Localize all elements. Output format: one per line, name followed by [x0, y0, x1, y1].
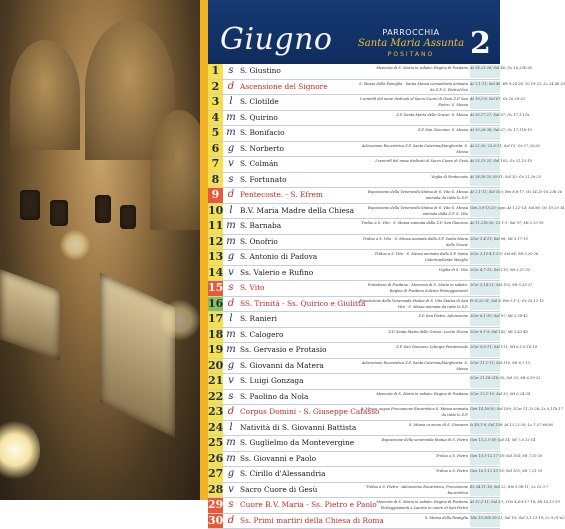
day-row	[208, 142, 500, 158]
day-of-week: s	[226, 64, 236, 79]
parish-note: Triduo a S. Pietro - Adorazione Eucaristica, Processione Eucaristica	[356, 484, 468, 497]
day-number: 3	[208, 95, 223, 110]
day-number: 16	[208, 297, 223, 312]
day-of-week: m	[226, 219, 236, 234]
day-number: 4	[208, 111, 223, 126]
saint-name: S. Quirino	[240, 111, 355, 126]
liturgy-readings: Gen 16,1-12.15-16; Sal 105; Mt 7,21-29	[470, 468, 500, 481]
day-number: 26	[208, 452, 223, 467]
parish-note: I venerdì del mese dedicati al Sacro Cuore di Gesù	[356, 158, 468, 171]
liturgy-readings: 1Re 19,16b.19-21; Sal 15; Gal 5,1.13-18; Lc 9,51-62	[470, 515, 500, 528]
saint-name: Pentecoste. - S. Efrem	[240, 188, 355, 203]
month-header	[208, 0, 500, 64]
day-row	[208, 343, 500, 359]
day-row	[208, 266, 500, 282]
saint-name: S. Vito	[240, 281, 355, 296]
binding-spine	[200, 0, 208, 500]
day-row	[208, 219, 500, 235]
day-number: 5	[208, 126, 223, 141]
day-row	[208, 95, 500, 111]
day-of-week: m	[226, 436, 236, 451]
saint-name: S. Onofrio	[240, 235, 355, 250]
day-of-week: s	[226, 498, 236, 513]
year-fragment: 2	[470, 26, 491, 61]
liturgy-readings: At 25,13-21; Sal 102; Gv 21,15-19	[470, 158, 500, 171]
liturgy-readings: 2Cor 9,6-11; Sal 111; Mt 6,1-6.16-18	[470, 344, 500, 357]
town-name: POSITANO	[356, 51, 466, 58]
day-of-week: m	[226, 343, 236, 358]
crypt-photo-image	[0, 0, 200, 500]
day-row	[208, 514, 500, 529]
parish-note: Memoria di S. Maria in sabato: Regina di Positano	[356, 65, 468, 78]
day-row	[208, 188, 500, 204]
day-of-week: g	[226, 142, 236, 157]
day-row	[208, 250, 500, 266]
liturgy-readings: 2Cor 12,1-10; Sal 33; Mt 6,24-34	[470, 391, 500, 404]
parish-note: Vigilia di S. Vito	[356, 267, 468, 280]
day-row	[208, 312, 500, 328]
saint-name: S. Guglielmo da Montevergine	[240, 436, 355, 451]
day-of-week: v	[226, 266, 236, 281]
day-row	[208, 157, 500, 173]
day-number: 27	[208, 467, 223, 482]
parish-note: Z.P. Santa Maria delle Grazie: Lectio Divina	[356, 329, 468, 342]
parish-note: S. Messa della Famiglia - Santa Messa comunitaria animata da Z.P. S. Pietro/Vico	[356, 81, 468, 94]
day-of-week: l	[226, 421, 236, 436]
saint-name: Natività di S. Giovanni Battista	[240, 421, 355, 436]
day-number: 23	[208, 405, 223, 420]
day-number: 8	[208, 173, 223, 188]
parish-note: S. Messa della Famiglia	[356, 515, 468, 528]
parish-note: S. Messa, segue Processione Eucaristica S. Messa animata da tutte le Z.P.	[356, 406, 468, 419]
saint-name: S. Fortunato	[240, 173, 355, 188]
day-number: 11	[208, 219, 223, 234]
saint-name: Ss. Valerio e Rufino	[240, 266, 355, 281]
day-number: 6	[208, 142, 223, 157]
day-number: 17	[208, 312, 223, 327]
parish-label: PARROCCHIA	[356, 28, 466, 37]
parish-note: Adorazione Eucaristica Z.P. Santa Caterina/Margherita: S. Messa	[356, 360, 468, 373]
parish-note: Triduo a S. Vito - S. Messa animata dalla Z.P. Santa Caterina/Santa Marghe	[356, 251, 468, 264]
liturgy-readings: 2Cor 3,15-4,1.3-6; Sal 84; Mt 5,20-26	[470, 251, 500, 264]
parish-note	[356, 375, 468, 388]
day-row	[208, 421, 500, 437]
liturgy-readings: Gen 13,2.5-18; Sal 14; Mt 7,6.12-14	[470, 437, 500, 450]
saint-name: Cuore B.V. Maria - Ss. Pietro e Paolo	[240, 498, 355, 513]
day-row	[208, 64, 500, 80]
liturgy-readings: 2Cor 8,1-9; Sal 145; Mt 5,43-48	[470, 329, 500, 342]
liturgy-readings: At 12,1-11; Sal 33; 2Tm 4,6-8.17-18; Mt 16,13-19	[470, 499, 500, 512]
liturgy-readings: At 11,21b-26; 13,1-3; Sal 97; Mt 5,13-16	[470, 220, 500, 233]
day-number: 1	[208, 64, 223, 79]
day-of-week: s	[226, 173, 236, 188]
parish-note: Z.P. Santa Maria delle Grazie: S. Messa	[356, 112, 468, 125]
parish-note: Veglia di Pentecoste	[356, 174, 468, 187]
day-of-week: g	[226, 359, 236, 374]
day-row	[208, 467, 500, 483]
day-of-week: d	[226, 297, 236, 312]
day-number: 9	[208, 188, 223, 203]
day-of-week: l	[226, 312, 236, 327]
day-number: 13	[208, 250, 223, 265]
parish-note: Triduo a S. Pietro	[356, 468, 468, 481]
day-row	[208, 173, 500, 189]
liturgy-readings: At 22,30; 23,6-11; Sal 15; Gv 17,20-26	[470, 143, 500, 156]
day-number: 22	[208, 390, 223, 405]
saint-name: Corpus Domini - S. Giuseppe Cafasso	[240, 405, 355, 420]
day-of-week: m	[226, 111, 236, 126]
saint-name: S. Giustino	[240, 64, 355, 79]
saint-name: S. Bonifacio	[240, 126, 355, 141]
parish-note: Esposizione della Veneranda Statua di S. Vito Statua di San Vito - S. Messa animata da tutte le Z.P.	[356, 298, 468, 311]
day-of-week: m	[226, 235, 236, 250]
day-number: 21	[208, 374, 223, 389]
day-row	[208, 328, 500, 344]
days-list	[208, 64, 500, 529]
church-name: Santa Maria Assunta	[356, 38, 466, 49]
day-number: 12	[208, 235, 223, 250]
parish-note: Esposizione della veneranda Statua di S. Pietro	[356, 437, 468, 450]
saint-name: Ss. Gervasio e Protasio	[240, 343, 355, 358]
parish-note: Triduo a S. Pietro	[356, 453, 468, 466]
day-number: 2	[208, 80, 223, 95]
liturgy-readings: Ez 34,11-16; Sal 22; Rm 5,5b-11; Lc 15,3-7	[470, 484, 500, 497]
day-row	[208, 297, 500, 313]
month-title: Giugno	[220, 22, 332, 57]
saint-name: SS. Trinità - Ss. Quirico e Giulitta	[240, 297, 355, 312]
liturgy-readings: At 20,17-27; Sal 67; Gv 17,1-11a	[470, 112, 500, 125]
parish-note: Adorazione Eucaristica Z.P. Santa Caterina/Margherita: S. Messa	[356, 143, 468, 156]
parish-note: Protettore di Positano - Memoria di S. Maria in sabato: Regina di Positano Solenni Festeggiamenti	[356, 282, 468, 295]
liturgy-readings: 2Cor 11,1-11; Sal 110; Mt 6,7-15	[470, 360, 500, 373]
saint-name: S. Cirillo d'Alessandria	[240, 467, 355, 482]
day-row	[208, 126, 500, 142]
day-number: 19	[208, 343, 223, 358]
parish-note: Esposizione della Veneranda Statua di S. Vito S. Messa animata dalla Z.P. S. Vito	[356, 205, 468, 218]
saint-name: S. Ranieri	[240, 312, 355, 327]
crypt-photo	[0, 0, 200, 500]
day-row	[208, 80, 500, 96]
day-of-week: m	[226, 328, 236, 343]
saint-name: S. Clotilde	[240, 95, 355, 110]
parish-note: S. Messa in onore di S. Giovanni	[356, 422, 468, 435]
day-row	[208, 281, 500, 297]
day-of-week: s	[226, 390, 236, 405]
day-of-week: m	[226, 126, 236, 141]
day-of-week: m	[226, 452, 236, 467]
liturgy-readings: At 20,28-38; Sal 67; Gv 17,11b-19	[470, 127, 500, 140]
liturgy-readings: 2Cor 4,7-15; Sal 115; Mt 5,27-32	[470, 267, 500, 280]
day-number: 30	[208, 514, 223, 529]
day-number: 7	[208, 157, 223, 172]
day-of-week: v	[226, 157, 236, 172]
day-row	[208, 390, 500, 406]
day-row	[208, 235, 500, 251]
saint-name: S. Paolino da Nola	[240, 390, 355, 405]
saint-name: Ss. Giovanni e Paolo	[240, 452, 355, 467]
day-of-week: l	[226, 95, 236, 110]
day-of-week: s	[226, 281, 236, 296]
day-row	[208, 452, 500, 468]
day-row	[208, 204, 500, 220]
day-number: 28	[208, 483, 223, 498]
saint-name: S. Colmán	[240, 157, 355, 172]
day-row	[208, 483, 500, 499]
day-row	[208, 374, 500, 390]
liturgy-readings: At 1,1-11; Sal 46; Eb 9,24-28; 10,19-23; Lc 24,46-53	[470, 81, 500, 94]
day-of-week: g	[226, 250, 236, 265]
parish-note: Z.P. San Giacomo: Liturgia Penitenziale	[356, 344, 468, 357]
liturgy-readings: At 19,1-8; Sal 67; Gv 16,29-33	[470, 96, 500, 109]
day-row	[208, 498, 500, 514]
saint-name: S. Barnaba	[240, 219, 355, 234]
liturgy-readings: 2Cor 11,18.21b-30; Sal 33; Mt 6,19-23	[470, 375, 500, 388]
day-of-week: l	[226, 204, 236, 219]
day-of-week: d	[226, 405, 236, 420]
day-number: 24	[208, 421, 223, 436]
saint-name: S. Luigi Gonzaga	[240, 374, 355, 389]
day-number: 29	[208, 498, 223, 513]
day-of-week: v	[226, 483, 236, 498]
saint-name: B.V. Maria Madre della Chiesa	[240, 204, 355, 219]
day-of-week: d	[226, 514, 236, 529]
saint-name: S. Calogero	[240, 328, 355, 343]
liturgy-readings: Pr 8,22-31; Sal 8; Rm 5,1-5; Gv 16,12-15	[470, 298, 500, 311]
calendar-panel	[208, 0, 500, 500]
day-number: 20	[208, 359, 223, 374]
liturgy-readings: Is 49,1-6; Sal 138; At 13,22-26; Lc 1,57-66.80	[470, 422, 500, 435]
parish-note: Triduo a S. Vito - S. Messa animata dalla Z.P. Santa Maria delle Grazie	[356, 236, 468, 249]
day-row	[208, 436, 500, 452]
day-of-week: g	[226, 467, 236, 482]
liturgy-readings: At 28,16-20.30-31; Sal 10; Gv 21,20-25	[470, 174, 500, 187]
day-number: 18	[208, 328, 223, 343]
parish-note: I venerdì del mese dedicati al Sacro Cuore di Gesù Z.P. San Pietro: S. Messa	[356, 96, 468, 109]
saint-name: S. Norberto	[240, 142, 355, 157]
day-number: 25	[208, 436, 223, 451]
liturgy-readings: Gen 3,9-15.20; opp. At 1,12-14; Sal 86; Gv 19,25-34	[470, 205, 500, 218]
day-number: 15	[208, 281, 223, 296]
liturgy-readings: At 2,1-11; Sal 103; Rm 8,8-17; Gv 14,15-16.23b-26	[470, 189, 500, 202]
liturgy-readings: 2Cor 3,4-11; Sal 98; Mt 5,17-19	[470, 236, 500, 249]
saint-name: Sacro Cuore di Gesù	[240, 483, 355, 498]
liturgy-readings: At 18,23-28; Sal 46; Gv 16,23b-28	[470, 65, 500, 78]
liturgy-readings: 2Cor 5,14-21; Sal 102; Mt 5,33-37	[470, 282, 500, 295]
parish-note: Z.P. San Pietro: Adorazione	[356, 313, 468, 326]
saint-name: Ascensione del Signore	[240, 80, 355, 95]
parish-note: Memoria di S. Maria in sabato: Regina di Positano Festeggiamenti a Laurito in onore di San Pietro	[356, 499, 468, 512]
liturgy-readings: Gen 14,18-20; Sal 109; 1Cor 11,23-26; Lc 9,11b-17	[470, 406, 500, 419]
day-of-week: d	[226, 80, 236, 95]
day-number: 10	[208, 204, 223, 219]
saint-name: Ss. Primi martiri della Chiesa di Roma	[240, 514, 355, 529]
day-of-week: d	[226, 188, 236, 203]
liturgy-readings: Gen 15,1-12.17-18; Sal 104; Mt 7,15-20	[470, 453, 500, 466]
day-of-week: v	[226, 374, 236, 389]
saint-name: S. Giovanni da Matera	[240, 359, 355, 374]
parish-note: Memoria di S. Maria in sabato: Regina di Positano	[356, 391, 468, 404]
parish-note: Esposizione della Veneranda Statua di S. Vito S. Messa animata da tutte le Z.P.	[356, 189, 468, 202]
day-row	[208, 111, 500, 127]
parish-note: Triduo a S. Vito - S. Messa animata dalla Z.P. San Giacomo	[356, 220, 468, 233]
day-number: 14	[208, 266, 223, 281]
liturgy-readings: 2Cor 6,1-10; Sal 97; Mt 5,38-42	[470, 313, 500, 326]
day-row	[208, 359, 500, 375]
saint-name: S. Antonio di Padova	[240, 250, 355, 265]
day-row	[208, 405, 500, 421]
parish-note: Z.P. San Giacomo: S. Messa	[356, 127, 468, 140]
